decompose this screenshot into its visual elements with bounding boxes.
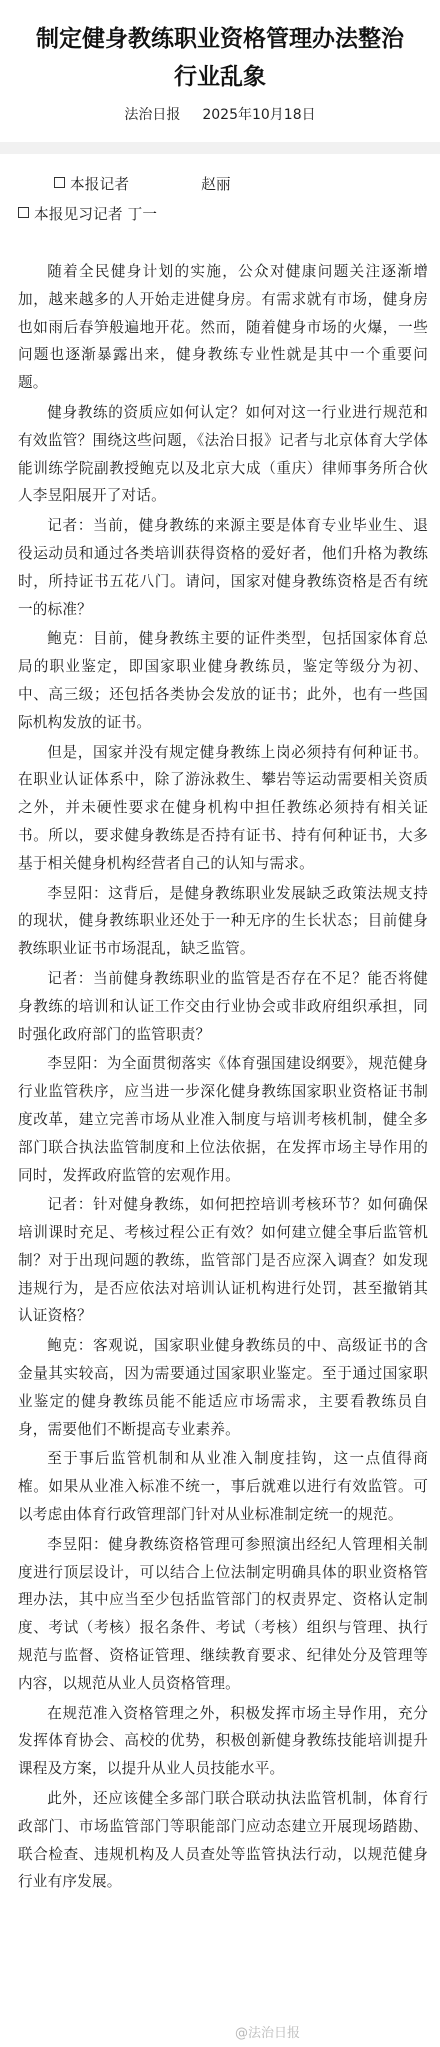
article-title: 制定健身教练职业资格管理办法整治行业乱象	[36, 26, 404, 90]
publish-date: 2025年10月18日	[202, 107, 316, 123]
byline-reporter	[18, 170, 428, 200]
paragraph: 鲍克：目前，健身教练主要的证件类型，包括国家体育总局的职业鉴定，即国家职业健身教练员，鉴定等级分为初、中、高三级；还包括各类协会发放的证书；此外，也有一些国际机构发放的证书。	[18, 630, 428, 731]
paragraph: 记者：当前，健身教练的来源主要是体育专业毕业生、退役运动员和通过各类培训获得资格的爱好者，他们升格为教练时，所持证书五花八门。请问，国家对健身教练资格是否有统一的标准？	[18, 517, 428, 618]
article-body	[0, 154, 440, 1896]
paragraph: 李昱阳：为全面贯彻落实《体育强国建设纲要》，规范健身行业监管秩序，应当进一步深化健身教练国家职业资格证书制度改革，建立完善市场从业准入制度与培训考核机制，健全多部门联合执法监管制度和上位法依据，在发挥市场主导作用的同时，发挥政府监管的宏观作用。	[18, 1055, 428, 1184]
paragraph: 随着全民健身计划的实施，公众对健康问题关注逐渐增加，越来越多的人开始走进健身房。有需求就有市场，健身房也如雨后春笋般遍地开花。然而，随着健身市场的火爆，一些问题也逐渐暴露出来，健身教练专业性就是其中一个重要问题。	[18, 263, 428, 392]
paragraph: 但是，国家并没有规定健身教练上岗必须持有何种证书。在职业认证体系中，除了游泳救生、攀岩等运动需要相关资质之外，并未硬性要求在健身机构中担任教练必须持有相关证书。所以，要求健身教练是否持有证书、持有何种证书，大多基于相关健身机构经营者自己的认知与需求。	[18, 743, 428, 872]
paragraph: 记者：针对健身教练，如何把控培训考核环节？如何确保培训课时充足、考核过程公正有效？如何建立健全事后监管机制？对于出现问题的教练，监管部门是否应深入调查？如发现违规行为，是否应依法对培训认证机构进行处罚，甚至撤销其认证资格？	[18, 1196, 428, 1325]
paragraph: 此外，还应该健全多部门联合联动执法监管机制，体育行政部门、市场监管部门等职能部门应动态建立开展现场踏勘、联合检查、违规机构及人员查处等监管执法行动，以规范健身行业有序发展。	[18, 1790, 428, 1891]
paragraph: 在规范准入资格管理之外，积极发挥市场主导作用，充分发挥体育协会、高校的优势，积极创新健身教练技能培训提升课程及方案，以提升从业人员技能水平。	[18, 1704, 428, 1778]
paragraph: 至于事后监管机制和从业准入制度挂钩，这一点值得商榷。如果从业准入标准不统一，事后就难以进行有效监管。可以考虑由体育行政管理部门针对从业标准制定统一的规范。	[18, 1450, 428, 1524]
paragraph: 记者：当前健身教练职业的监管是否存在不足？能否将健身教练的培训和认证工作交由行业协会或非政府组织承担，同时强化政府部门的监管职责？	[18, 969, 428, 1043]
article-meta	[26, 104, 414, 126]
byline-trainee	[18, 200, 428, 230]
section-divider	[0, 142, 440, 154]
byline-name: 赵丽	[201, 176, 231, 193]
byline-role: 本报记者	[70, 176, 130, 193]
paragraph: 健身教练的资质应如何认定？如何对这一行业进行规范和有效监管？围绕这些问题，《法治日报》记者与北京体育大学体能训练学院副教授鲍克以及北京大成（重庆）律师事务所合伙人李昱阳展开了对话。	[18, 403, 428, 505]
byline-trainee-text: 本报见习记者 丁一	[34, 206, 158, 223]
square-bullet-icon	[18, 207, 29, 218]
paragraph: 李昱阳：健身教练资格管理可参照演出经纪人管理相关制度进行顶层设计，可以结合上位法制定明确具体的职业资格管理办法，其中应当至少包括监管部门的权责界定、资格认定制度、考试（考核）报名条件、考试（考核）组织与管理、执行规范与监督、资格证管理、继续教育要求、纪律处分及管理等内容，以规范从业人员资格管理。	[18, 1535, 428, 1692]
source-label: 法治日报	[124, 107, 181, 123]
paragraph: 李昱阳：这背后，是健身教练职业发展缺乏政策法规支持的现状，健身教练职业还处于一种无序的生长状态；目前健身教练职业证书市场混乱，缺乏监管。	[18, 884, 428, 958]
paragraph: 鲍克：客观说，国家职业健身教练员的中、高级证书的含金量其实较高，因为需要通过国家职业鉴定。至于通过国家职业鉴定的健身教练员能不能适应市场需求，主要看教练员自身，需要他们不断提高专业素养。	[18, 1337, 428, 1438]
watermark: @法治日报	[234, 2026, 300, 2041]
square-bullet-icon	[54, 177, 65, 188]
article-header	[0, 0, 440, 126]
